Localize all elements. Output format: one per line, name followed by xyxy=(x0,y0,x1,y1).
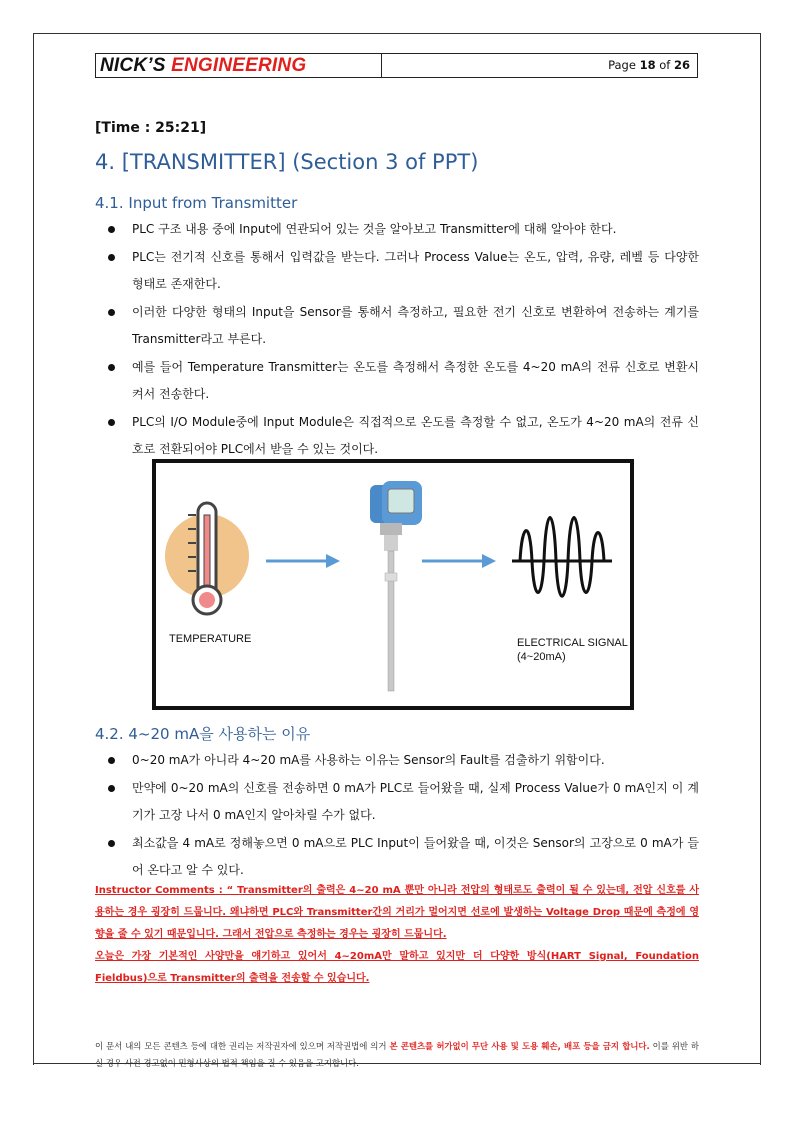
list-item-text: PLC의 I/O Module중에 Input Module은 직접적으로 온도를 측정할 수 없고, 온도가 4~20 mA의 전류 신호로 전환되어야 PLC에서 받을 수 있는 것이다. xyxy=(132,414,699,456)
bullet-icon xyxy=(108,254,115,261)
list-item xyxy=(95,775,699,830)
list-item xyxy=(95,216,699,244)
list-item xyxy=(95,747,699,775)
list-item-text: 최소값을 4 mA로 정해놓으면 0 mA으로 PLC Input이 들어왔을 때, 이것은 Sensor의 고장으로 0 mA가 들어 온다고 알 수 있다. xyxy=(132,835,699,877)
transmitter-icon xyxy=(370,481,422,691)
bullet-icon xyxy=(108,364,115,371)
list-item-text: PLC는 전기적 신호를 통해서 입력값을 받는다. 그러나 Process Value는 온도, 압력, 유량, 레벨 등 다양한 형태로 존재한다. xyxy=(132,249,699,291)
arrow-right-icon xyxy=(422,554,496,568)
label-signal-line2: (4~20mA) xyxy=(517,651,566,663)
bullet-icon xyxy=(108,309,115,316)
instructor-comments xyxy=(95,880,699,990)
bullet-list-4-20ma xyxy=(95,747,699,885)
section-title: 4. [TRANSMITTER] (Section 3 of PPT) xyxy=(95,150,479,174)
page-total: 26 xyxy=(673,58,690,72)
brand-name-part2: ENGINEERING xyxy=(171,55,307,76)
footer-text: 이 문서 내의 모든 콘텐츠 등에 대한 권리는 저작권자에 있으며 저작권법에 의거 xyxy=(95,1041,390,1051)
page-current: 18 xyxy=(639,58,656,72)
brand-logo xyxy=(96,54,382,77)
label-signal-line1: ELECTRICAL SIGNAL xyxy=(517,637,628,649)
bullet-icon xyxy=(108,840,115,847)
list-item xyxy=(95,299,699,354)
bullet-icon xyxy=(108,226,115,233)
page-of: of xyxy=(659,58,671,72)
list-item-text: 만약에 0~20 mA의 신호를 전송하면 0 mA가 PLC로 들어왔을 때, 실제 Process Value가 0 mA인지 이 계기가 고장 나서 0 mA인지 알아차릴 수가 없다. xyxy=(132,780,699,822)
instructor-comment-paragraph: Instructor Comments : “ Transmitter의 출력은 4~20 mA 뿐만 아니라 전압의 형태로도 출력이 될 수 있는데, 전압 신호를 사용하는 경우 굉장히 드뭅니다. 왜냐하면 PLC와 Transmitter간의 거리가 멀어지면 선로에 발생하는 Voltage Drop 때문에 측정에 영향을 줄 수 있기 때문입니다. 그래서 전압으로 측정하는 경우는 굉장히 드뭅니다. xyxy=(95,885,699,940)
footer-text: 이를 위반 하실 경우 사전 경고없이 민형사상의 법적 책임을 질 수 있음을 고지합니다. xyxy=(95,1041,699,1068)
bullet-list-input xyxy=(95,216,699,464)
list-item-text: 0~20 mA가 아니라 4~20 mA를 사용하는 이유는 Sensor의 Fault를 검출하기 위함이다. xyxy=(132,753,605,767)
list-item xyxy=(95,409,699,464)
list-item xyxy=(95,244,699,299)
bullet-icon xyxy=(108,419,115,426)
arrow-right-icon xyxy=(266,554,340,568)
subsection-title-4-20ma: 4.2. 4~20 mA을 사용하는 이유 xyxy=(95,725,311,743)
subsection-title-input: 4.1. Input from Transmitter xyxy=(95,194,298,212)
transmitter-diagram xyxy=(152,459,634,710)
label-temperature: TEMPERATURE xyxy=(169,633,252,645)
list-item-text: 예를 들어 Temperature Transmitter는 온도를 측정해서 측정한 온도를 4~20 mA의 전류 신호로 변환시켜서 전송한다. xyxy=(132,359,699,401)
page-label: Page xyxy=(608,58,636,72)
bullet-icon xyxy=(108,785,115,792)
bullet-icon xyxy=(108,757,115,764)
page-number xyxy=(382,54,697,77)
brand-name-part1: NICK’S xyxy=(100,55,166,76)
list-item-text: PLC 구조 내용 중에 Input에 연관되어 있는 것을 알아보고 Transmitter에 대해 알아야 한다. xyxy=(132,222,617,236)
page-header xyxy=(95,53,698,78)
list-item-text: 이러한 다양한 형태의 Input을 Sensor를 통해서 측정하고, 필요한 전기 신호로 변환하여 전송하는 계기를 Transmitter라고 부른다. xyxy=(132,304,699,346)
instructor-comment-paragraph: 오늘은 가장 기본적인 사양만을 얘기하고 있어서 4~20mA만 말하고 있지만 더 다양한 방식(HART Signal, Foundation Fieldbus)으로 Transmitter의 출력을 전송할 수 있습니다. xyxy=(95,951,699,984)
signal-wave-icon xyxy=(512,518,612,597)
list-item xyxy=(95,354,699,409)
copyright-footer xyxy=(95,1038,699,1072)
list-item xyxy=(95,830,699,885)
diagram-graphic xyxy=(156,463,630,706)
timestamp: [Time : 25:21] xyxy=(95,120,207,136)
label-electrical-signal xyxy=(517,636,628,664)
footer-warning-text: 본 콘텐츠를 허가없이 무단 사용 및 도용 훼손, 배포 등을 금지 합니다. xyxy=(389,1041,650,1051)
